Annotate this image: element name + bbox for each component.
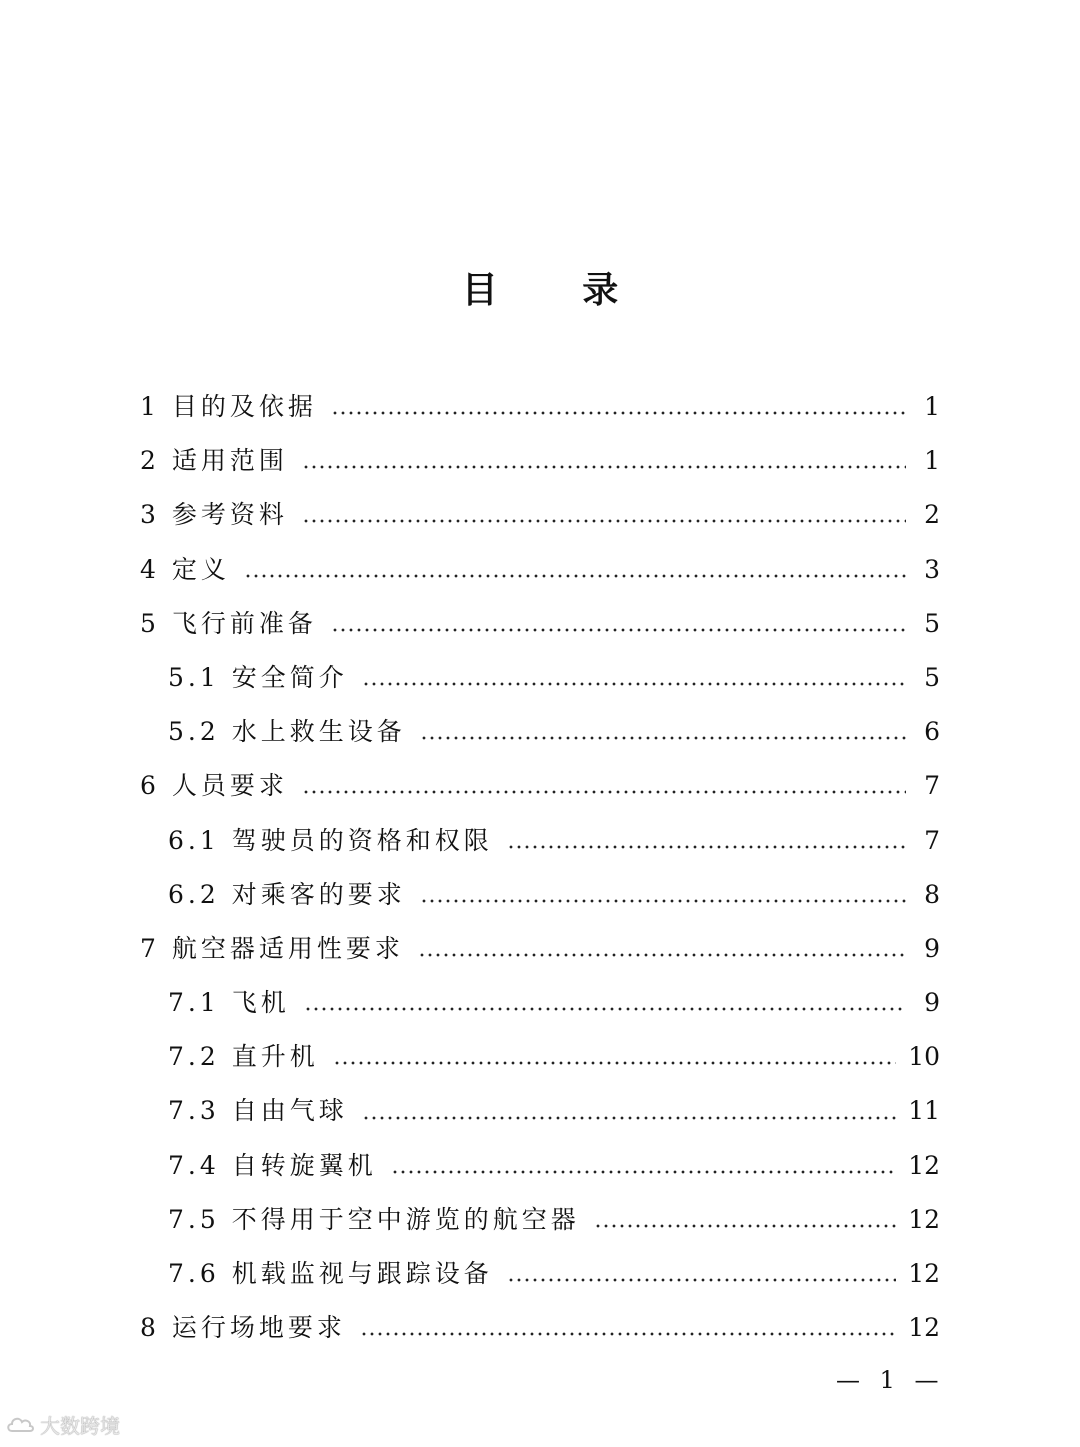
toc-dot-leader — [360, 1332, 896, 1336]
toc-entry[interactable] — [140, 1084, 940, 1138]
toc-entry-label: 7.1 飞机 — [168, 988, 290, 1018]
toc-entry-page: 12 — [908, 1150, 940, 1180]
toc-entry-page: 7 — [924, 825, 940, 855]
toc-entry-label: 5 飞行前准备 — [140, 608, 317, 638]
toc-entry[interactable] — [140, 651, 940, 705]
toc-entry[interactable] — [140, 1030, 940, 1084]
toc-entry-label: 6.1 驾驶员的资格和权限 — [168, 825, 493, 855]
toc-dot-leader — [391, 1170, 896, 1174]
toc-entry[interactable] — [140, 868, 940, 922]
toc-dot-leader — [302, 790, 906, 794]
toc-entry[interactable] — [140, 1139, 940, 1193]
toc-dot-leader — [362, 682, 906, 686]
toc-entry-label: 5.1 安全简介 — [168, 662, 348, 692]
toc-entry-page: 11 — [908, 1096, 940, 1126]
toc-entry-page: 3 — [924, 554, 940, 584]
toc-entry-label: 2 适用范围 — [140, 446, 288, 476]
toc-entry[interactable] — [140, 922, 940, 976]
toc-entry-label: 5.2 水上救生设备 — [168, 717, 406, 747]
table-of-contents — [140, 380, 940, 1355]
toc-dot-leader — [333, 1061, 896, 1065]
toc-entry-label: 7.4 自转旋翼机 — [168, 1150, 377, 1180]
toc-entry-label: 8 运行场地要求 — [140, 1313, 346, 1343]
toc-entry-label: 7 航空器适用性要求 — [140, 933, 404, 963]
toc-entry-page: 6 — [924, 717, 940, 747]
toc-entry-label: 6 人员要求 — [140, 771, 288, 801]
toc-entry-page: 9 — [924, 988, 940, 1018]
toc-entry[interactable] — [140, 488, 940, 542]
toc-entry-page: 2 — [924, 500, 940, 530]
watermark — [6, 1410, 120, 1439]
toc-entry-page: 12 — [908, 1259, 940, 1288]
toc-entry-label: 7.5 不得用于空中游览的航空器 — [168, 1204, 580, 1234]
cloud-logo-icon — [6, 1413, 36, 1437]
toc-entry-label: 7.6 机载监视与跟踪设备 — [168, 1259, 493, 1288]
toc-entry[interactable] — [140, 759, 940, 813]
toc-entry-label: 4 定义 — [140, 554, 230, 584]
toc-entry-page: 10 — [908, 1042, 940, 1072]
toc-entry-page: 8 — [924, 879, 940, 909]
toc-entry-page: 1 — [924, 392, 940, 421]
toc-entry-page: 9 — [924, 933, 940, 963]
toc-entry[interactable] — [140, 976, 940, 1030]
toc-entry[interactable] — [140, 434, 940, 488]
toc-dot-leader — [594, 1224, 896, 1228]
toc-entry-label: 7.2 直升机 — [168, 1042, 319, 1072]
toc-dot-leader — [420, 899, 906, 903]
toc-dot-leader — [507, 845, 906, 849]
toc-entry[interactable] — [140, 705, 940, 759]
toc-entry[interactable] — [140, 814, 940, 868]
toc-dot-leader — [244, 574, 906, 578]
toc-entry[interactable] — [140, 1301, 940, 1355]
toc-entry-page: 7 — [924, 771, 940, 801]
toc-entry[interactable] — [140, 597, 940, 651]
toc-dot-leader — [302, 519, 906, 523]
page-title: 目 录 — [461, 270, 655, 311]
toc-entry[interactable] — [140, 380, 940, 434]
toc-entry-page: 12 — [908, 1313, 940, 1343]
toc-dot-leader — [302, 465, 906, 469]
toc-entry-label: 6.2 对乘客的要求 — [168, 879, 406, 909]
watermark-text: 大数跨境 — [40, 1414, 120, 1438]
toc-entry[interactable] — [140, 1193, 940, 1247]
toc-dot-leader — [331, 411, 906, 415]
toc-entry[interactable] — [140, 1247, 940, 1301]
toc-entry-label: 3 参考资料 — [140, 500, 288, 530]
toc-dot-leader — [507, 1278, 896, 1282]
page-number: — 1 — — [836, 1366, 945, 1394]
toc-entry-page: 1 — [924, 446, 940, 476]
toc-dot-leader — [418, 953, 906, 957]
toc-dot-leader — [362, 1116, 896, 1120]
toc-entry-page: 5 — [924, 608, 940, 638]
toc-entry[interactable] — [140, 543, 940, 597]
toc-entry-page: 12 — [908, 1204, 940, 1234]
toc-dot-leader — [331, 628, 906, 632]
toc-entry-label: 1 目的及依据 — [140, 392, 317, 421]
toc-dot-leader — [420, 736, 906, 740]
toc-dot-leader — [304, 1007, 906, 1011]
toc-entry-label: 7.3 自由气球 — [168, 1096, 348, 1126]
toc-entry-page: 5 — [924, 662, 940, 692]
